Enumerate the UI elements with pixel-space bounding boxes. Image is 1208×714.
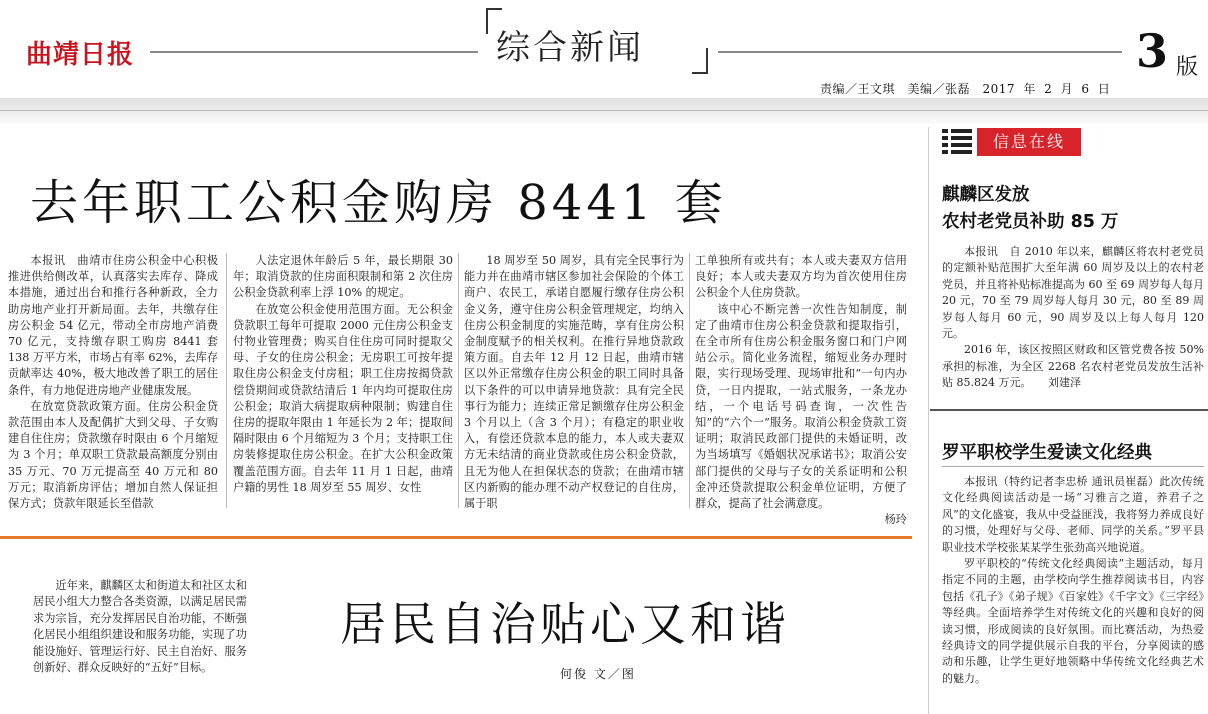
- sidebar-item1-title-line2: 农村老党员补助 85 万: [942, 212, 1119, 232]
- lead-paragraph: 该中心不断完善一次性告知制度，制定了曲靖市住房公积金贷款和提取指引，在全市所有住房公积金服务窗口和门户网站公示。简化业务流程，缩短业务办理时限，实行现场受理、现场审批和“一句内办贷，一日内提取，一站式服务，一条龙办结，一个电话号码查询，一次性告知”的“六个一”服务。取消公积金贷款工资证明；取消民政部门提供的未婚证明，改为当场填写《婚姻状况承诺书》；取消公安部门提供的父母与子女的关系证明和公积金冲还贷款提取公积金单位证明，方便了群众，提高了社会满意度。: [695, 302, 907, 511]
- sidebar-item2-body: [942, 474, 1204, 714]
- story2-headline: 居民自治贴心又和谐: [340, 597, 790, 651]
- lead-paragraph: 人法定退休年龄后 5 年，最长期限 30 年；取消贷款的住房面积限制和第 2 次住房公积金贷款利率上浮 10% 的规定。: [233, 254, 453, 300]
- section-title: 综合新闻: [496, 28, 644, 68]
- sidebar-item1-body: [942, 244, 1204, 394]
- newspaper-logo: 曲靖日报: [26, 40, 135, 70]
- lead-paragraph: 在放宽贷款政策方面。住房公积金贷款范围由本人及配偶扩大到父母、子女购建自住住房；贷款缴存时限由 6 个月缩短为 3 个月；单双职工贷款最高额度分别由 35 万元、70 万元提高至 40 万元和 80 万元；取消新房评估；增加自然人保证担保方式；贷款年限延长至借款: [8, 399, 218, 511]
- column-divider: [458, 253, 459, 508]
- lead-paragraph: 在放宽公积金使用范围方面。无公积金贷款职工每年可提取 2000 元住房公积金支付物业管理费；购买自住住房可同时提取父母、子女的住房公积金；无房职工可按年提取住房公积金支付房租；职工住房按揭贷款偿贷期间或贷款结清后 1 年内均可提取住房公积金；取消大病提取病种限制；购建自住住房的提取年限由 1 年延长为 2 年；提取间隔时限由 6 个月缩短为 3 个月；支持职工住房装修提取住房公积金。在扩大公积金政策覆盖范围方面。自去年 11 月 1 日起，曲靖户籍的男性 18 周岁至 55 周岁、女性: [233, 302, 453, 494]
- lead-column-1: [8, 253, 218, 511]
- lead-byline: 杨玲: [884, 513, 907, 527]
- page-number: 3: [1136, 24, 1169, 78]
- header-divider: [0, 110, 1208, 111]
- lead-headline: 去年职工公积金购房 8441 套: [30, 175, 727, 231]
- sidebar-paragraph: 罗平职校的“传统文化经典阅读”主题活动，每月指定不同的主题，由学校向学生推荐阅读书目，内容包括《孔子》《弟子规》《百家姓》《千字文》《三字经》等经典。全面培养学生对传统文化的兴趣和良好的阅读习惯，形成阅读的良好氛围。而比赛活动，为热爱经典诗文的同学提供展示自我的平台，分享阅读的感动和乐趣，让学生更好地领略中华传统文化经典艺术的魅力。: [942, 557, 1204, 685]
- lead-column-2: [233, 253, 453, 511]
- page-unit: 版: [1176, 55, 1199, 80]
- lead-column-3: [464, 253, 684, 511]
- sidebar-separator: [930, 409, 1208, 411]
- sidebar-paragraph: 2016 年，该区按照区财政和区管党费各按 50% 承担的标准，为全区 2268 名农村老党员发放生活补贴 85.824 万元。 刘建泽: [942, 343, 1204, 390]
- sidebar-divider: [928, 127, 929, 714]
- page-fold-shadow: [0, 98, 1208, 124]
- masthead-rule-right: [718, 51, 1122, 53]
- sidebar-item1-title-line1: 麒麟区发放: [942, 185, 1030, 205]
- column-divider: [226, 253, 227, 508]
- section-divider: [0, 536, 912, 539]
- lead-paragraph: 工单独所有或共有；本人或夫妻双方信用良好；本人或夫妻双方均为首次使用住房公积金个人住房贷款。: [695, 254, 907, 300]
- column-divider: [689, 253, 690, 508]
- sidebar-paragraph: 本报讯（特约记者李忠桥 通讯员崔磊）此次传统文化经典阅读活动是一场“习雅言之道，养君子之风”的文化盛宴，我从中受益匪浅，我将努力养成良好的习惯，处理好与父母、老师、同学的关系。”罗平县职业技术学校张某某学生张劲高兴地说道。: [942, 475, 1204, 554]
- masthead-rule-left: [150, 51, 478, 53]
- sidebar-title-underline: [942, 466, 1204, 467]
- lead-column-4: [695, 253, 907, 527]
- lead-paragraph: 18 周岁至 50 周岁，具有完全民事行为能力并在曲靖市辖区参加社会保险的个体工商户、农民工，承诺自愿履行缴存住房公积金义务，遵守住房公积金管理规定，均纳入住房公积金制度的实施范畴，享有住房公积金制度赋予的相关权利。在推行异地贷款政策方面。自去年 12 月 12 日起，曲靖市辖区以外正常缴存住房公积金的职工同时具备以下条件的可以申请异地贷款：具有完全民事行为能力；连续正常足额缴存住房公积金 3 个月以上（含 3 个月）；有稳定的职业收入，有偿还贷款本息的能力，本人或夫妻双方无未结清的商业贷款或住房公积金贷款，且无为他人在担保状态的贷款；在曲靖市辖区内新购的能办理不动产权登记的自住房，属于职: [464, 254, 684, 511]
- sidebar-item1-title: [942, 182, 1202, 236]
- lead-paragraph: 本报讯 曲靖市住房公积金中心积极推进供给侧改革，认真落实去库存、降成本措施，通过出台和推行各种新政，全力助房地产业打开新局面。去年，共缴存住房公积金 54 亿元，带动全市房地产消费 70 亿元，支持缴存职工购房 8441 套 138 万平方米，市场占有率 62%，去库存贡献率达 40%，极大地改善了职工的居住条件，有力地促进房地产业健康发展。: [8, 254, 218, 397]
- sidebar-item2-title: 罗平职校学生爱读文化经典: [942, 443, 1152, 463]
- section-bracket-bottom-right: [692, 48, 708, 74]
- list-icon: [942, 128, 972, 156]
- story2-intro: 近年来，麒麟区太和街道太和社区太和居民小组大力整合各类资源，以满足居民需求为宗旨，充分发挥居民自治功能，不断强化居民小组组织建设和服务功能，实现了功能设施好、管理运行好、民主自治好、服务创新好、群众反映好的“五好”目标。: [33, 579, 247, 675]
- editor-credits: 责编／王文琪 美编／张磊 2017 年 2 月 6 日: [820, 82, 1111, 96]
- story2-credit: 何俊 文／图: [560, 667, 636, 681]
- sidebar-label: 信息在线: [977, 128, 1081, 156]
- sidebar-paragraph: 本报讯 自 2010 年以来，麒麟区将农村老党员的定额补贴范围扩大至年满 60 周岁及以上的农村老党员，并且将补贴标准提高为 60 至 69 周岁每人每月 20 元，70 至 79 周岁每人每月 30 元，80 至 89 周岁每人每月 60 元，90 周岁及以上每人每月 120 元。: [942, 245, 1204, 341]
